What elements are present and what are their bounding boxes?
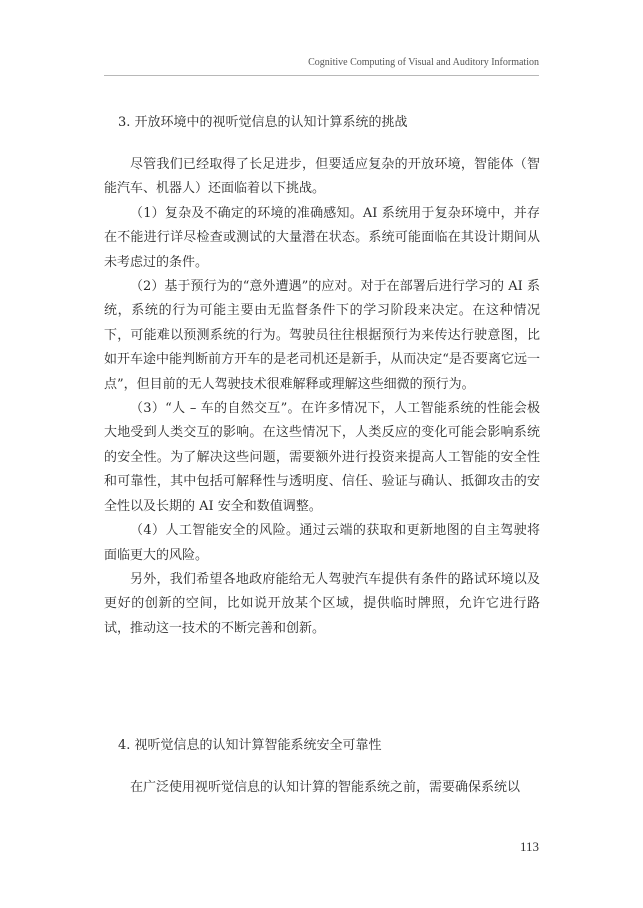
section-4-body <box>104 776 540 800</box>
paragraph: （3）“人 – 车的自然交互”。在许多情况下，人工智能系统的性能会极大地受到人类交互的影响。在这些情况下，人类反应的变化可能会影响系统的安全性。为了解决这些问题，需要额外进行投资来提高人工智能的安全性和可靠性，其中包括可解释性与透明度、信任、验证与确认、抵御攻击的安全性以及长期的 AI 安全和数值调整。 <box>104 401 540 514</box>
paragraph: （1）复杂及不确定的环境的准确感知。AI 系统用于复杂环境中，并存在不能进行详尽检查或测试的大量潜在状态。系统可能面临在其设计期间从未考虑过的条件。 <box>104 205 540 270</box>
section-4-heading: 4. 视听觉信息的认知计算智能系统安全可靠性 <box>118 738 382 753</box>
paragraph: （4）人工智能安全的风险。通过云端的获取和更新地图的自主驾驶将面临更大的风险。 <box>104 523 540 563</box>
paragraph: 另外，我们希望各地政府能给无人驾驶汽车提供有条件的路试环境以及更好的创新的空间，比如说开放某个区域，提供临时牌照，允许它进行路试，推动这一技术的不断完善和创新。 <box>104 571 540 636</box>
section-3-heading: 3. 开放环境中的视听觉信息的认知计算系统的挑战 <box>118 115 408 130</box>
page-number: 113 <box>519 839 539 854</box>
paragraph: （2）基于预行为的“意外遭遇”的应对。对于在部署后进行学习的 AI 系统，系统的行为可能主要由无监督条件下的学习阶段来决定。在这种情况下，可能难以预测系统的行为。驾驶员往往根据预行为来传达行驶意图，比如开车途中能判断前方开车的是老司机还是新手，从而决定“是否要离它远一点”，但目前的无人驾驶技术很难解释或理解这些细微的预行为。 <box>104 279 540 392</box>
section-3-body <box>104 153 540 641</box>
running-header: Cognitive Computing of Visual and Auditory Information <box>308 57 539 68</box>
header-rule <box>104 75 539 76</box>
paragraph: 尽管我们已经取得了长足进步，但要适应复杂的开放环境，智能体（智能汽车、机器人）还面临着以下挑战。 <box>104 157 540 197</box>
paragraph: 在广泛使用视听觉信息的认知计算的智能系统之前，需要确保系统以 <box>130 780 521 795</box>
